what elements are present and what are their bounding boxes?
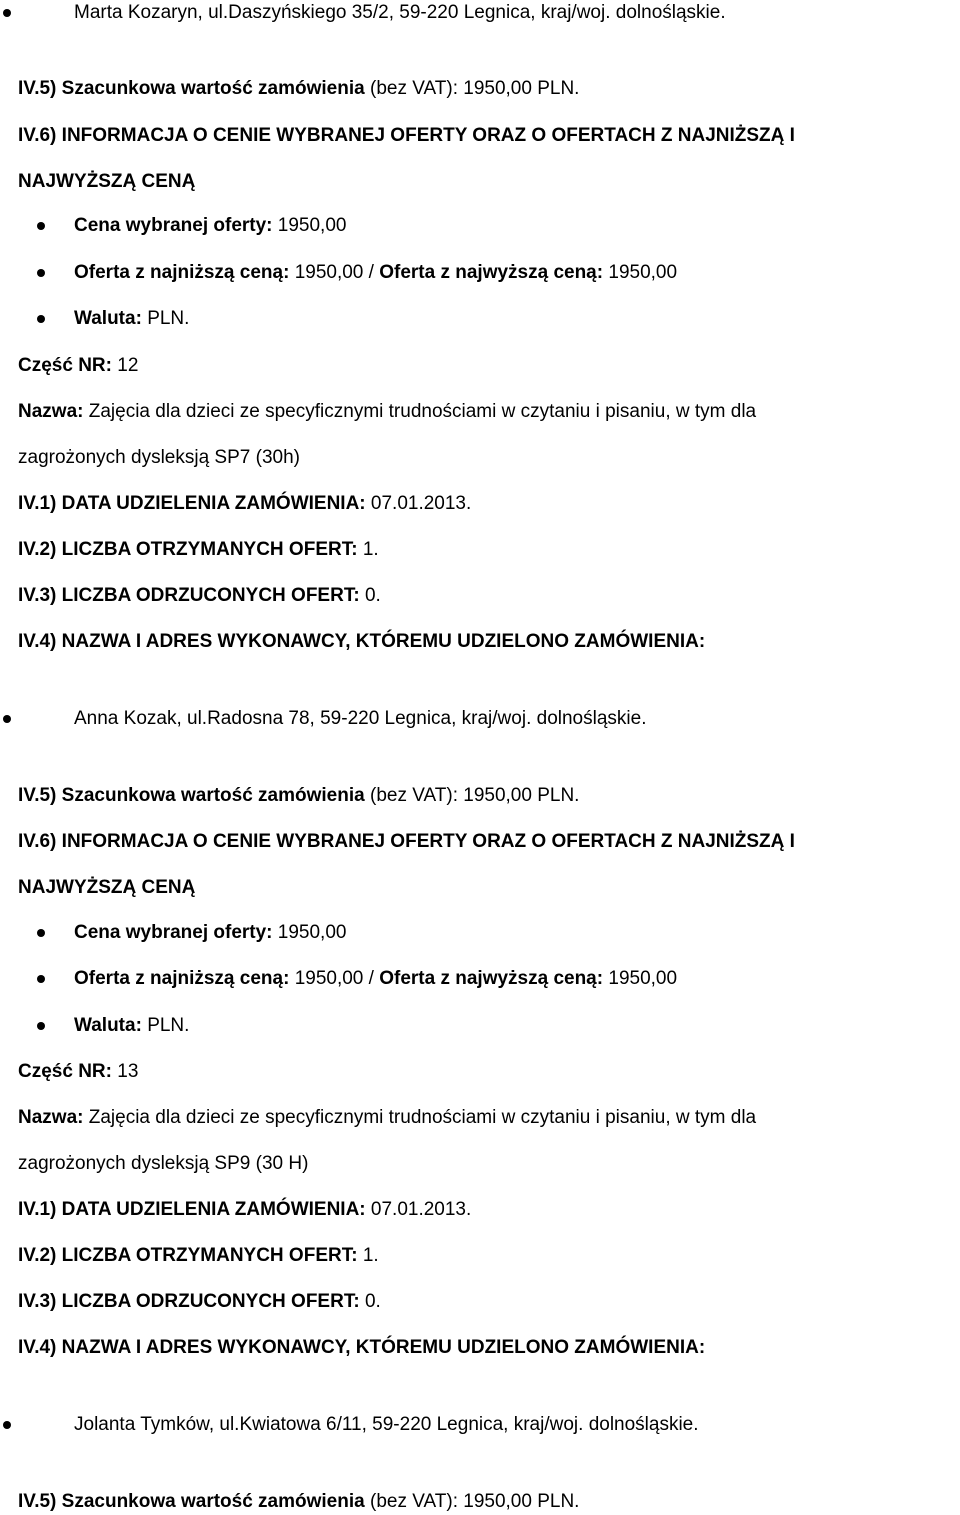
part-number: Część NR: 13 — [18, 1061, 139, 1082]
award-date: IV.1) DATA UDZIELENIA ZAMÓWIENIA: 07.01.2013. — [18, 1199, 472, 1220]
bullet-icon — [37, 1022, 45, 1030]
offers-received: IV.2) LICZBA OTRZYMANYCH OFERT: 1. — [18, 1245, 379, 1266]
contractor-address: Marta Kozaryn, ul.Daszyńskiego 35/2, 59-220 Legnica, kraj/woj. dolnośląskie. — [74, 2, 726, 23]
estimated-value: IV.5) Szacunkowa wartość zamówienia (bez VAT): 1950,00 PLN. — [18, 785, 580, 806]
bullet-icon — [37, 269, 45, 277]
price-info-heading-cont: NAJWYŻSZĄ CENĄ — [18, 877, 196, 898]
currency: Waluta: PLN. — [74, 308, 190, 329]
bullet-icon — [37, 929, 45, 937]
price-info-heading-cont: NAJWYŻSZĄ CENĄ — [18, 171, 196, 192]
part-number: Część NR: 12 — [18, 355, 139, 376]
estimated-value: IV.5) Szacunkowa wartość zamówienia (bez VAT): 1950,00 PLN. — [18, 78, 580, 99]
bullet-icon — [3, 715, 11, 723]
contractor-heading: IV.4) NAZWA I ADRES WYKONAWCY, KTÓREMU UDZIELONO ZAMÓWIENIA: — [18, 631, 706, 652]
selected-offer-price: Cena wybranej oferty: 1950,00 — [74, 215, 347, 236]
contractor-heading: IV.4) NAZWA I ADRES WYKONAWCY, KTÓREMU UDZIELONO ZAMÓWIENIA: — [18, 1337, 706, 1358]
offers-received: IV.2) LICZBA OTRZYMANYCH OFERT: 1. — [18, 539, 379, 560]
contractor-address: Jolanta Tymków, ul.Kwiatowa 6/11, 59-220 Legnica, kraj/woj. dolnośląskie. — [74, 1414, 699, 1435]
offers-rejected: IV.3) LICZBA ODRZUCONYCH OFERT: 0. — [18, 1291, 381, 1312]
bullet-icon — [3, 1421, 11, 1429]
bullet-icon — [37, 222, 45, 230]
price-info-heading: IV.6) INFORMACJA O CENIE WYBRANEJ OFERTY ORAZ O OFERTACH Z NAJNIŻSZĄ I — [18, 125, 795, 146]
currency: Waluta: PLN. — [74, 1015, 190, 1036]
lowest-highest-price: Oferta z najniższą ceną: 1950,00 / Oferta z najwyższą ceną: 1950,00 — [74, 968, 678, 989]
contractor-address: Anna Kozak, ul.Radosna 78, 59-220 Legnica, kraj/woj. dolnośląskie. — [74, 708, 647, 729]
selected-offer-price: Cena wybranej oferty: 1950,00 — [74, 922, 347, 943]
part-name-cont: zagrożonych dysleksją SP7 (30h) — [18, 447, 300, 468]
award-date: IV.1) DATA UDZIELENIA ZAMÓWIENIA: 07.01.2013. — [18, 493, 472, 514]
price-info-heading: IV.6) INFORMACJA O CENIE WYBRANEJ OFERTY ORAZ O OFERTACH Z NAJNIŻSZĄ I — [18, 831, 795, 852]
part-name: Nazwa: Zajęcia dla dzieci ze specyficznymi trudnościami w czytaniu i pisaniu, w tym dla — [18, 1107, 757, 1128]
bullet-icon — [3, 9, 11, 17]
estimated-value: IV.5) Szacunkowa wartość zamówienia (bez VAT): 1950,00 PLN. — [18, 1491, 580, 1512]
part-name-cont: zagrożonych dysleksją SP9 (30 H) — [18, 1153, 309, 1174]
part-name: Nazwa: Zajęcia dla dzieci ze specyficznymi trudnościami w czytaniu i pisaniu, w tym dla — [18, 401, 757, 422]
bullet-icon — [37, 975, 45, 983]
offers-rejected: IV.3) LICZBA ODRZUCONYCH OFERT: 0. — [18, 585, 381, 606]
lowest-highest-price: Oferta z najniższą ceną: 1950,00 / Oferta z najwyższą ceną: 1950,00 — [74, 262, 678, 283]
bullet-icon — [37, 315, 45, 323]
